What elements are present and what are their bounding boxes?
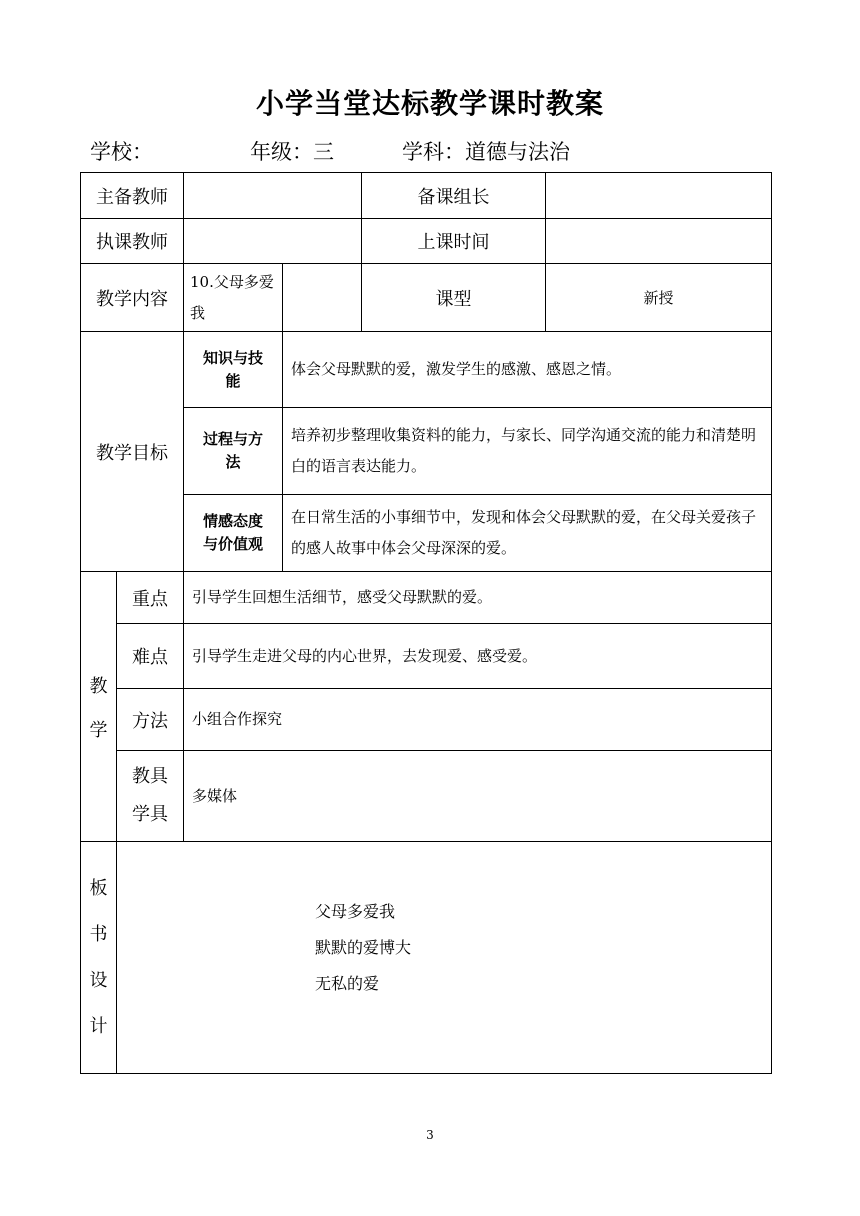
goal-label-knowledge <box>184 332 283 408</box>
type-value: 新授 <box>546 264 772 332</box>
row-key-point <box>81 572 772 624</box>
content-value: 10.父母多爱我 <box>184 264 283 332</box>
group-leader-label: 备课组长 <box>362 173 546 219</box>
row-main-teacher <box>81 173 772 219</box>
tools-text: 多媒体 <box>184 751 772 842</box>
goal-text-process: 培养初步整理收集资料的能力，与家长、同学沟通交流的能力和清楚明白的语言表达能力。 <box>283 408 772 495</box>
goal-label-line2: 与价值观 <box>202 535 263 553</box>
tools-label <box>117 751 184 842</box>
goal-label-line1: 知识与技 <box>202 348 263 367</box>
subject-label: 学科：道德与法治 <box>402 140 570 164</box>
class-time-value <box>546 219 772 264</box>
goal-label-line1: 过程与方 <box>202 430 263 448</box>
board-content <box>117 842 772 1074</box>
content-spacer <box>283 264 362 332</box>
group-leader-value <box>546 173 772 219</box>
goal-row-process <box>81 408 772 495</box>
board-lines <box>315 894 411 1002</box>
row-board-design <box>81 842 772 1074</box>
board-label-char: 设 <box>89 969 108 991</box>
difficulty-label: 难点 <box>117 624 184 689</box>
goal-label-emotion <box>184 495 283 572</box>
board-line: 无私的爱 <box>315 974 380 993</box>
row-tools <box>81 751 772 842</box>
goal-row-knowledge <box>81 332 772 408</box>
teaching-label-char: 教 <box>89 675 108 697</box>
method-text: 小组合作探究 <box>184 689 772 751</box>
exec-teacher-value <box>184 219 362 264</box>
board-label-char: 板 <box>89 877 108 899</box>
goal-label-process <box>184 408 283 495</box>
row-method <box>81 689 772 751</box>
key-label: 重点 <box>117 572 184 624</box>
goal-label-line2: 能 <box>225 371 241 390</box>
board-label <box>81 842 117 1074</box>
row-difficulty <box>81 624 772 689</box>
key-text: 引导学生回想生活细节，感受父母默默的爱。 <box>184 572 772 624</box>
difficulty-text: 引导学生走进父母的内心世界，去发现爱、感受爱。 <box>184 624 772 689</box>
goal-text-emotion: 在日常生活的小事细节中，发现和体会父母默默的爱，在父母关爱孩子的感人故事中体会父母深深的爱。 <box>283 495 772 572</box>
page-number: 3 <box>426 1128 434 1142</box>
main-teacher-label: 主备教师 <box>81 173 184 219</box>
board-line: 默默的爱博大 <box>315 938 412 957</box>
exec-teacher-label: 执课教师 <box>81 219 184 264</box>
board-label-char: 计 <box>89 1015 108 1037</box>
main-teacher-value <box>184 173 362 219</box>
goal-label-line1: 情感态度 <box>202 512 263 530</box>
grade-label: 年级：三 <box>250 140 334 164</box>
board-line: 父母多爱我 <box>315 902 396 921</box>
goal-text-knowledge: 体会父母默默的爱，激发学生的感激、感恩之情。 <box>283 332 772 408</box>
tools-label-line1: 教具 <box>132 766 168 787</box>
page-title: 小学当堂达标教学课时教案 <box>255 87 604 120</box>
lesson-plan-table <box>80 172 772 1074</box>
goal-row-emotion <box>81 495 772 572</box>
tools-label-line2: 学具 <box>132 804 168 825</box>
school-label: 学校： <box>90 140 153 164</box>
teaching-label <box>81 572 117 842</box>
row-content <box>81 264 772 332</box>
content-label: 教学内容 <box>81 264 184 332</box>
board-label-char: 书 <box>89 923 108 945</box>
class-time-label: 上课时间 <box>362 219 546 264</box>
type-label: 课型 <box>362 264 546 332</box>
teaching-label-char: 学 <box>89 719 108 741</box>
row-exec-teacher <box>81 219 772 264</box>
method-label: 方法 <box>117 689 184 751</box>
goals-label: 教学目标 <box>81 332 184 572</box>
goal-label-line2: 法 <box>225 453 241 471</box>
